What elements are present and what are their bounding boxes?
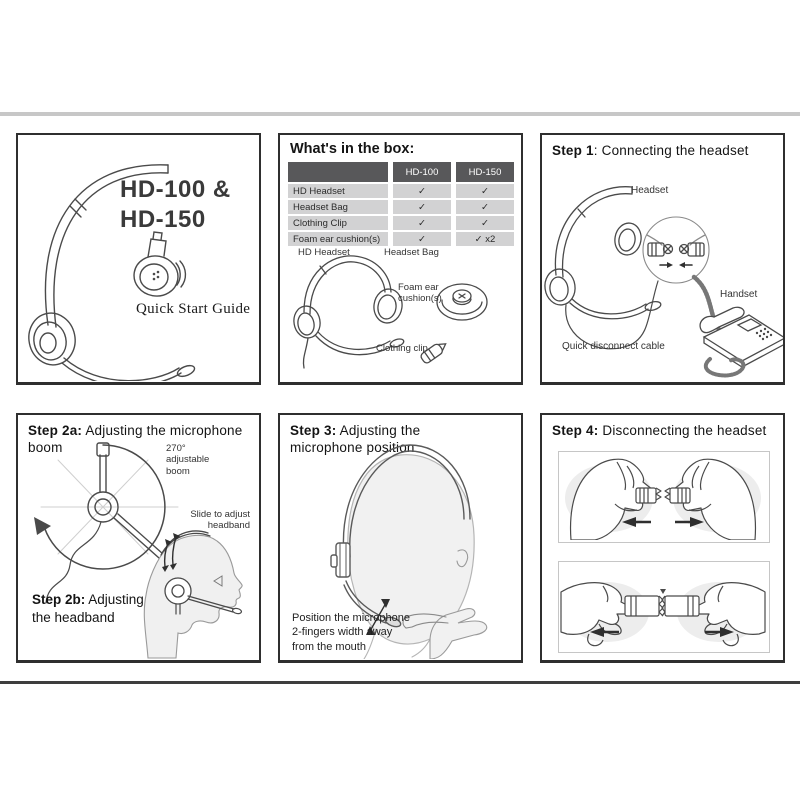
- whats-in-box-title: What's in the box:: [290, 141, 415, 157]
- check-cell: ✓: [456, 216, 514, 230]
- bottom-divider-line: [0, 681, 800, 684]
- panel-step1: [540, 133, 785, 385]
- step3-title-step: Step 3:: [290, 423, 337, 438]
- cover-headset-illustration: [18, 135, 259, 381]
- check-cell: ✓: [393, 184, 451, 198]
- label-headset-bag: Headset Bag: [384, 247, 439, 258]
- step4-title: [552, 423, 766, 440]
- label-hd-headset: HD Headset: [298, 247, 350, 258]
- step4-pull-apart-illustration: [559, 452, 767, 540]
- row-label: HD Headset: [288, 184, 388, 198]
- step4-title-step: Step 4:: [552, 423, 599, 438]
- step3-caption: Position the microphone 2-fingers width away from the mouth: [292, 612, 411, 653]
- connector-drawing: [636, 488, 690, 503]
- quick-disconnect-inset-drawing: [643, 217, 709, 283]
- check-cell: ✓ x2: [456, 232, 514, 246]
- ear-cushion-drawing: [437, 284, 487, 320]
- phone-drawing: [700, 307, 783, 375]
- panel-whats-in-box: [278, 133, 523, 385]
- check-cell: ✓: [456, 184, 514, 198]
- step2b-step: Step 2b:: [32, 592, 86, 607]
- check-cell: ✓: [393, 200, 451, 214]
- label-quick-disconnect-cable: Quick disconnect cable: [562, 341, 665, 352]
- column-header-hd150: HD-150: [456, 162, 514, 182]
- step4-pull-apart-illustration-2: [559, 562, 767, 650]
- row-label: Headset Bag: [288, 200, 388, 214]
- panel-step4: [540, 413, 785, 663]
- table-header-row: [288, 162, 514, 182]
- cover-subtitle: Quick Start Guide: [136, 301, 251, 317]
- step4-box-vertical-pull: [558, 451, 770, 543]
- step2a-title-step: Step 2a:: [28, 423, 83, 438]
- table-row: [288, 184, 514, 198]
- pull-arrows: [622, 517, 704, 527]
- headset-cable-drawing: [566, 281, 658, 349]
- panel-step2: [16, 413, 261, 663]
- panel-step3: [278, 413, 523, 663]
- column-header-hd100: HD-100: [393, 162, 451, 182]
- step4-box-horizontal-pull: [558, 561, 770, 653]
- row-label: Clothing Clip: [288, 216, 388, 230]
- phone-cord-drawing: [706, 359, 744, 375]
- top-divider-line: [0, 112, 800, 116]
- label-clothing-clip: Clothing clip: [376, 343, 428, 354]
- label-headset: Headset: [631, 185, 669, 196]
- label-slide-to-adjust: Slide to adjust headband: [190, 509, 250, 532]
- check-cell: ✓: [393, 232, 451, 246]
- step1-title-step: Step 1: [552, 143, 594, 158]
- label-270-boom: 270° adjustable boom: [166, 443, 210, 477]
- check-cell: ✓: [456, 200, 514, 214]
- table-corner-cell: [288, 162, 388, 182]
- check-cell: ✓: [393, 216, 451, 230]
- step2b-rest: Adjusting the headband: [32, 592, 144, 625]
- earpiece-drawing: [131, 232, 186, 300]
- panel-cover: [16, 133, 261, 385]
- whats-in-box-table: [288, 162, 514, 246]
- step3-title-rest: Adjusting the microphone position: [290, 423, 421, 455]
- step1-title-rest: : Connecting the headset: [593, 143, 749, 158]
- step2b-text: [32, 591, 144, 626]
- row-label: Foam ear cushion(s): [288, 232, 388, 246]
- label-foam-ear-cushions: Foam ear cushion(s): [398, 282, 442, 305]
- cover-title: HD-100 & HD-150: [120, 176, 231, 233]
- step4-title-rest: Disconnecting the headset: [598, 423, 767, 438]
- table-row: [288, 216, 514, 230]
- box-contents-illustration: [280, 240, 521, 380]
- label-handset: Handset: [720, 289, 758, 300]
- table-row: [288, 200, 514, 214]
- step2a-title-rest: Adjusting the microphone boom: [28, 423, 243, 455]
